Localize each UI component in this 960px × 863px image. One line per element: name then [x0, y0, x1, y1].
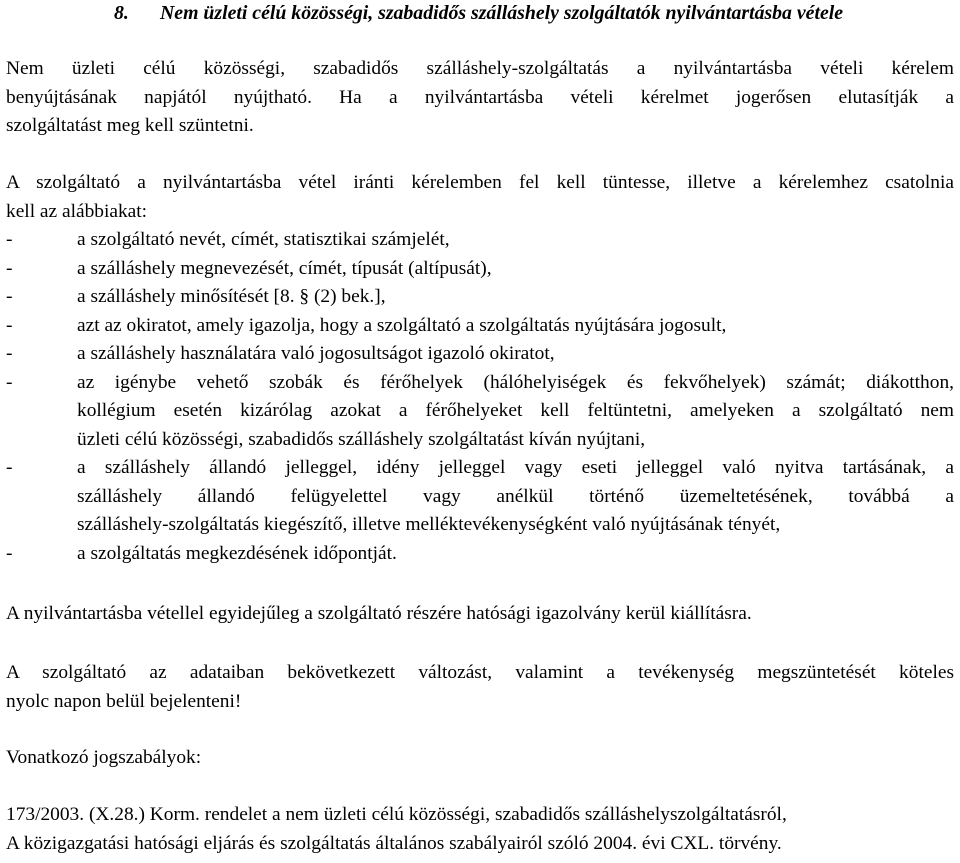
requirement-item-line: a szolgáltató nevét, címét, statisztikai számjelét,	[77, 229, 450, 250]
requirement-item	[6, 283, 954, 312]
requirement-item	[6, 540, 954, 569]
change-notice-line-2: nyolc napon belül bejelenteni!	[6, 690, 242, 712]
requirement-item-line: szálláshely-szolgáltatás kiegészítő, illetve melléktevékenységként való nyújtásának tényét,	[77, 514, 781, 535]
section-heading	[114, 0, 843, 28]
requirement-item	[6, 312, 954, 341]
requirement-item-line: az igénybe vehető szobák és férőhelyek (hálóhelyiségek és fekvőhelyek) számát; diákotthon,	[77, 371, 954, 393]
requirement-item-line: a szálláshely állandó jelleggel, idény jelleggel vagy eseti jelleggel való nyitva tartásának, a	[77, 457, 954, 478]
change-notice-paragraph	[6, 659, 954, 716]
intro-line-1: Nem üzleti célú közösségi, szabadidős szálláshely-szolgáltatás a nyilvántartásba vételi kérelem	[6, 58, 954, 79]
requirements-lead-line-2: kell az alábbiakat:	[6, 200, 148, 222]
list-dash: -	[6, 257, 13, 279]
section-title: Nem üzleti célú közösségi, szabadidős szálláshely szolgáltatók nyilvántartásba vétele	[160, 2, 844, 24]
requirements-lead-line-1: A szolgáltató a nyilvántartásba vétel iránti kérelemben fel kell tüntesse, illetve a kérelemhez csatolnia	[6, 172, 954, 193]
change-notice-line-1: A szolgáltató az adataiban bekövetkezett változást, valamint a tevékenység megszüntetését köteles	[6, 662, 954, 683]
intro-line-3: szolgáltatást meg kell szüntetni.	[6, 115, 254, 136]
requirement-item-line: üzleti célú közösségi, szabadidős szálláshely szolgáltatást kíván nyújtani,	[77, 428, 646, 450]
list-dash: -	[6, 542, 13, 564]
requirement-item	[6, 454, 954, 540]
section-number: 8.	[114, 2, 129, 24]
list-dash: -	[6, 371, 13, 393]
requirement-item	[6, 340, 954, 369]
requirement-item-line: a szálláshely minősítését [8. § (2) bek.],	[77, 286, 386, 307]
certificate-paragraph	[6, 600, 954, 629]
list-dash: -	[6, 286, 13, 307]
requirement-item	[6, 369, 954, 455]
legal-ref-line-2: A közigazgatási hatósági eljárás és szolgáltatás általános szabályairól szóló 2004. évi CXL. törvény.	[6, 832, 782, 854]
legal-refs-heading: Vonatkozó jogszabályok:	[6, 747, 202, 768]
legal-refs-heading-block	[6, 744, 954, 773]
requirement-item	[6, 226, 954, 255]
intro-paragraph	[6, 55, 954, 141]
requirement-item-line: kollégium esetén kizárólag azokat a férőhelyeket kell feltüntetni, amelyeken a szolgáltató nem	[77, 400, 954, 421]
requirement-item-line: szálláshely állandó felügyelettel vagy anélkül történő üzemeltetésének, továbbá a	[77, 485, 954, 507]
requirement-item-line: azt az okiratot, amely igazolja, hogy a szolgáltató a szolgáltatás nyújtására jogosult,	[77, 314, 727, 336]
requirement-item	[6, 255, 954, 284]
legal-refs-block	[6, 801, 954, 858]
list-dash: -	[6, 229, 13, 250]
intro-line-2: benyújtásának napjától nyújtható. Ha a nyilvántartásba vételi kérelmet jogerősen elutasítják a	[6, 86, 954, 108]
list-dash: -	[6, 457, 13, 478]
list-dash: -	[6, 314, 13, 336]
requirement-item-line: a szálláshely használatára való jogosultságot igazoló okiratot,	[77, 343, 555, 364]
list-dash: -	[6, 343, 13, 364]
requirement-item-line: a szolgáltatás megkezdésének időpontját.	[77, 542, 397, 564]
requirements-section	[6, 169, 954, 568]
requirements-list	[6, 226, 954, 568]
requirement-item-line: a szálláshely megnevezését, címét, típusát (altípusát),	[77, 257, 492, 279]
certificate-text: A nyilvántartásba vétellel egyidejűleg a szolgáltató részére hatósági igazolvány kerül kiállításra.	[6, 603, 752, 624]
legal-ref-line-1: 173/2003. (X.28.) Korm. rendelet a nem üzleti célú közösségi, szabadidős szálláshelyszolgáltatásról,	[6, 804, 787, 825]
